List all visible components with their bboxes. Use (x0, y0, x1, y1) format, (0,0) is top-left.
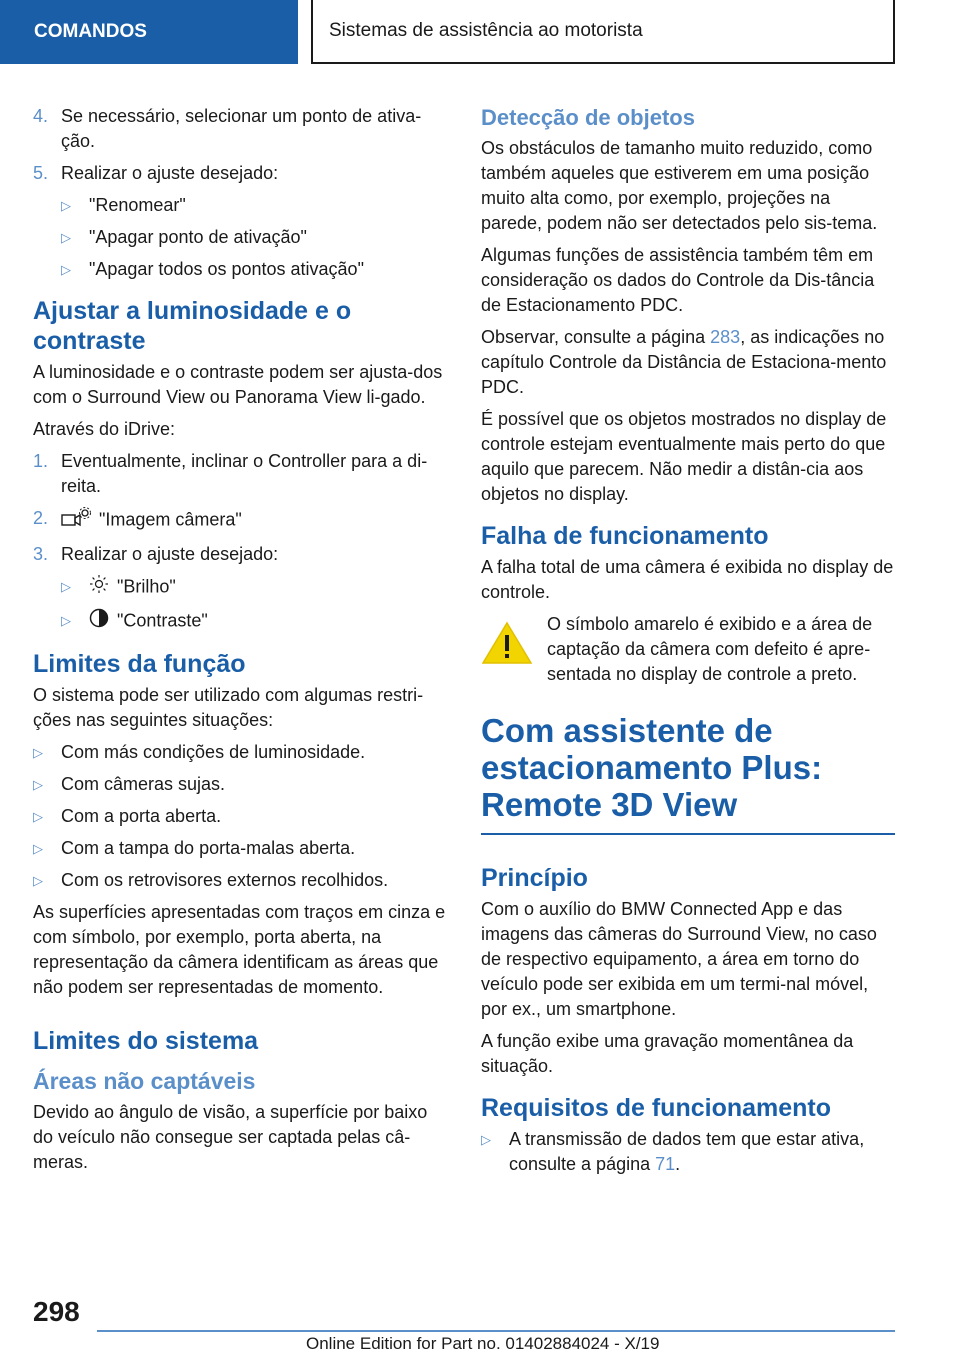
bullet-text: Com os retrovisores externos recolhidos. (61, 870, 389, 890)
triangle-right-icon: ▷ (33, 809, 43, 824)
step-number: 5. (33, 163, 49, 183)
warning-triangle-icon (481, 612, 547, 694)
list-item (33, 104, 447, 154)
list-item (481, 1127, 895, 1177)
list-item (33, 161, 447, 186)
list-item (33, 506, 447, 535)
triangle-right-icon: ▷ (33, 873, 43, 888)
list-item (33, 449, 447, 499)
paragraph: É possível que os objetos mostrados no display de controle estejam eventualmente mais perto do que aquilo que parecem. Não medir a distân-cia aos objetos no display. (481, 409, 887, 504)
paragraph: Os obstáculos de tamanho muito reduzido, como também aqueles que estiverem em uma posição muito alta como, por exemplo, projeções na parede, podem não ser detectados pelo sis-tema. (481, 138, 878, 233)
triangle-right-icon: ▷ (61, 613, 71, 628)
subsection-heading: Áreas não captáveis (33, 1068, 256, 1094)
bullet-text: Com más condições de luminosidade. (61, 742, 366, 762)
section-title: COMANDOS (34, 21, 147, 42)
edition-note: Online Edition for Part no. 01402884024 - X/19 (306, 1334, 660, 1353)
paragraph: Com o auxílio do BMW Connected App e das imagens das câmeras do Surround View, no caso de respectivo equipamento, a área em torno do veículo pode ser exibida em um termi-nal móvel, por ex., um smartphone. (481, 899, 877, 1019)
paragraph: Devido ao ângulo de visão, a superfície por baixo do veículo não consegue ser captada pelas câ-meras. (33, 1102, 428, 1172)
chapter-header (311, 0, 895, 64)
warning-note (481, 612, 895, 694)
chapter-title: Sistemas de assistência ao motorista (329, 20, 643, 41)
step-number: 3. (33, 544, 49, 564)
footer-divider (97, 1330, 895, 1332)
triangle-right-icon: ▷ (61, 579, 71, 594)
paragraph: Através do iDrive: (33, 419, 176, 439)
section-heading: Ajustar a luminosidade e o contraste (33, 297, 352, 355)
list-item (33, 574, 447, 601)
step-number: 4. (33, 106, 49, 126)
list-item (33, 193, 447, 218)
paragraph: A luminosidade e o contraste podem ser ajusta-dos com o Surround View ou Panorama View li-gado. (33, 362, 443, 407)
triangle-right-icon: ▷ (61, 198, 71, 213)
section-heading: Limites do sistema (33, 1027, 259, 1055)
subsection-heading: Detecção de objetos (481, 105, 695, 130)
option-text: "Contraste" (117, 610, 208, 631)
list-item (33, 225, 447, 250)
paragraph: A função exibe uma gravação momentânea da situação. (481, 1031, 854, 1076)
step-text: Se necessário, selecionar um ponto de ativa-ção. (61, 106, 422, 151)
paragraph: As superfícies apresentadas com traços em cinza e com símbolo, por exemplo, porta aberta, na representação da câmera identificam as áreas que não podem ser representadas de momento. (33, 902, 446, 997)
option-text: "Apagar todos os pontos ativação" (89, 259, 364, 279)
page-link[interactable]: 71 (655, 1154, 676, 1174)
option-text: "Brilho" (117, 576, 176, 597)
list-item (33, 740, 447, 765)
paragraph: O sistema pode ser utilizado com algumas restri-ções nas seguintes situações: (33, 685, 424, 730)
chapter-heading: Com assistente de estacionamento Plus: Remote 3D View (481, 712, 895, 835)
triangle-right-icon: ▷ (61, 262, 71, 277)
left-column (33, 104, 447, 1182)
list-item (33, 772, 447, 797)
triangle-right-icon: ▷ (33, 745, 43, 760)
bullet-text: Com a porta aberta. (61, 806, 222, 826)
section-tab (0, 0, 298, 64)
section-heading: Princípio (481, 864, 588, 892)
step-number: 1. (33, 451, 49, 471)
paragraph: O símbolo amarelo é exibido e a área de captação da câmera com defeito é apre-sentada no display de controle a preto. (547, 614, 873, 684)
list-item (33, 804, 447, 829)
step-number: 2. (33, 508, 49, 528)
contrast-icon (89, 608, 109, 635)
list-item (33, 608, 447, 635)
text-span: , as indicações no capítulo Controle da Distância de Estaciona-mento PDC. (481, 327, 887, 397)
list-item (33, 836, 447, 861)
paragraph (481, 325, 895, 400)
section-heading: Falha de funcionamento (481, 522, 769, 550)
option-text: "Apagar ponto de ativação" (89, 227, 307, 247)
bullet-text: Com câmeras sujas. (61, 774, 226, 794)
option-text: "Renomear" (89, 195, 186, 215)
text-span: Observar, consulte a página (481, 327, 711, 347)
paragraph: A falha total de uma câmera é exibida no display de controle. (481, 557, 894, 602)
bullet-text: Com a tampa do porta-malas aberta. (61, 838, 356, 858)
section-heading: Requisitos de funcionamento (481, 1094, 832, 1122)
step-text: Eventualmente, inclinar o Controller para a di-reita. (61, 451, 428, 496)
page-number: 298 (33, 1296, 80, 1327)
step-text: "Imagem câmera" (99, 509, 242, 530)
list-item (33, 868, 447, 893)
camera-settings-icon (61, 506, 91, 535)
text-span: . (675, 1154, 681, 1174)
step-text: Realizar o ajuste desejado: (61, 163, 279, 183)
triangle-right-icon: ▷ (33, 841, 43, 856)
list-item (33, 542, 447, 567)
triangle-right-icon: ▷ (61, 230, 71, 245)
triangle-right-icon: ▷ (33, 777, 43, 792)
text-span: A transmissão de dados tem que estar ativa, consulte a página (509, 1129, 865, 1174)
paragraph: Algumas funções de assistência também têm em consideração os dados do Controle da Dis-tância de Estacionamento PDC. (481, 245, 875, 315)
right-column (481, 104, 895, 1184)
sun-icon (89, 574, 109, 601)
triangle-right-icon: ▷ (481, 1132, 491, 1147)
section-heading: Limites da função (33, 650, 246, 678)
page-link[interactable]: 283 (710, 327, 741, 347)
step-text: Realizar o ajuste desejado: (61, 544, 279, 564)
list-item (33, 257, 447, 282)
